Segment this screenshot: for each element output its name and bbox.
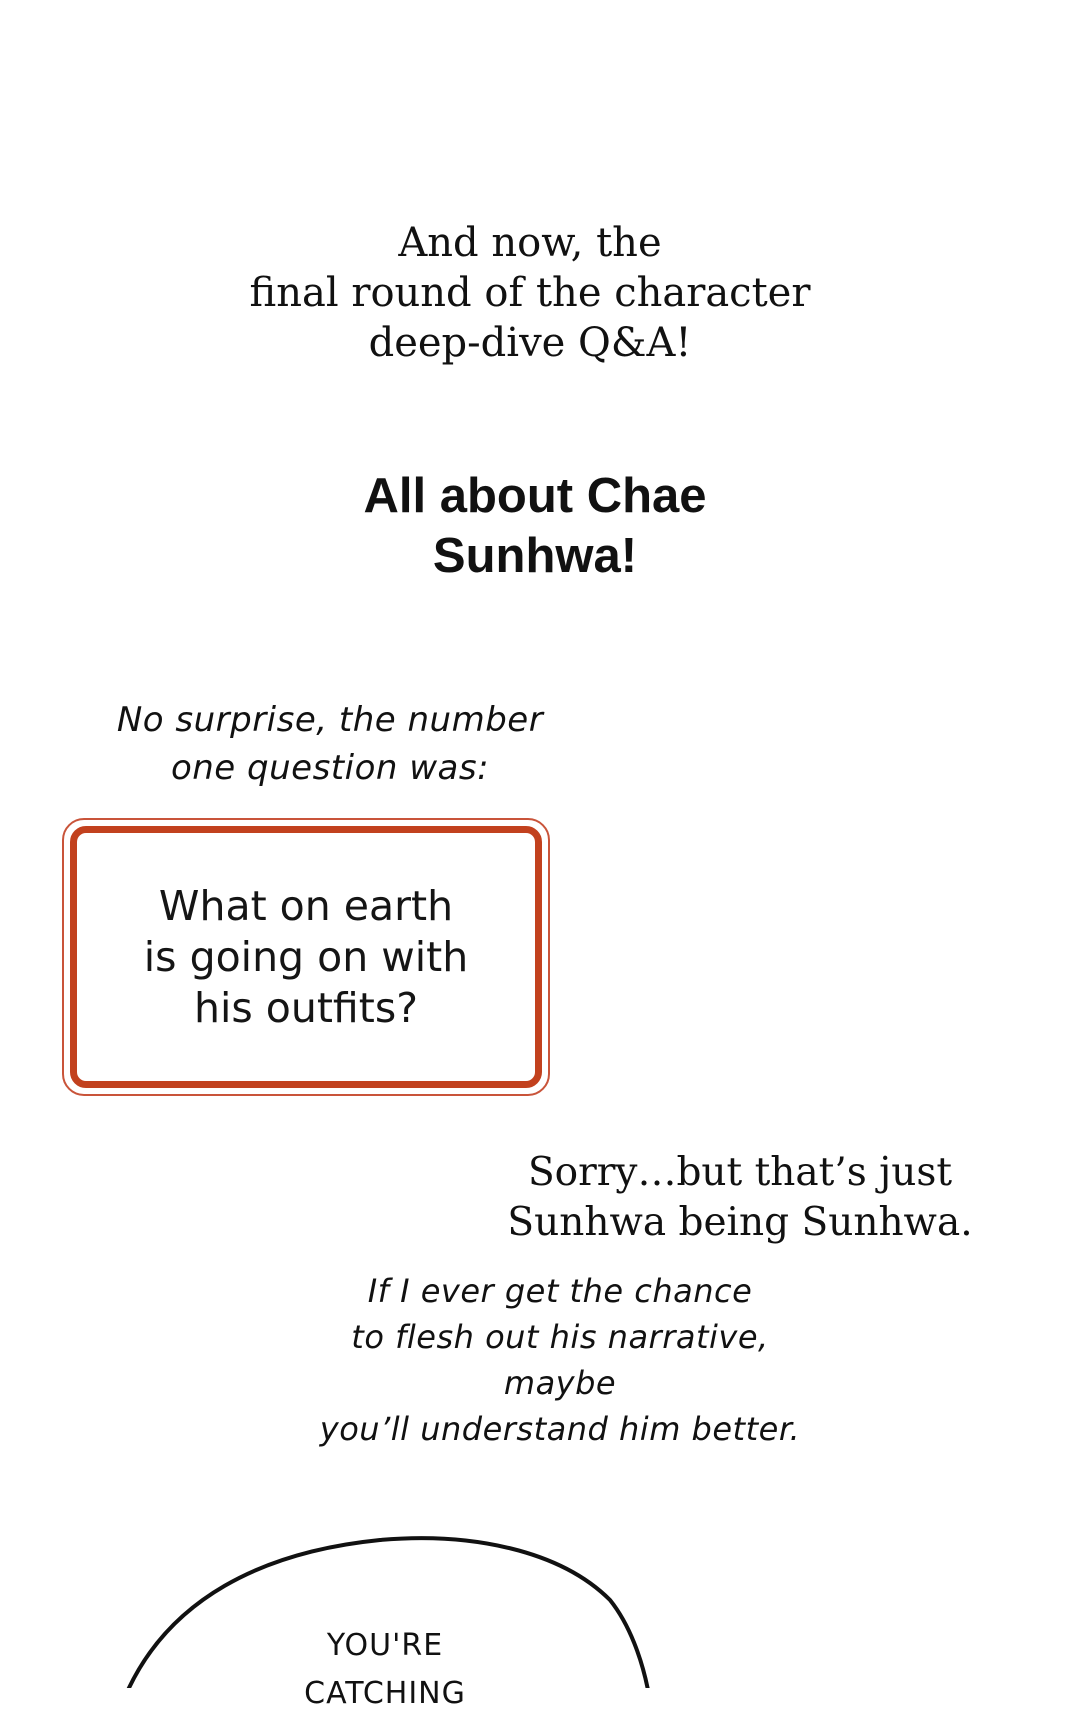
note-top-line-1: No surprise, the number xyxy=(116,700,544,740)
note-bottom-line-2: to flesh out his narrative, maybe xyxy=(351,1318,769,1402)
note-bottom-line-1: If I ever get the chance xyxy=(367,1272,753,1310)
handwritten-note-top xyxy=(70,696,590,792)
reply-caption xyxy=(500,1148,980,1248)
question-line-2: is going on with xyxy=(143,932,469,981)
note-bottom-line-3: you’ll understand him better. xyxy=(319,1410,801,1448)
speech-bubble-text xyxy=(270,1622,500,1718)
headline-title xyxy=(0,466,1070,586)
intro-line-3: deep-dive Q&A! xyxy=(368,320,692,366)
intro-caption xyxy=(0,218,1060,368)
intro-line-2: final round of the character xyxy=(249,270,811,316)
question-line-1: What on earth xyxy=(158,881,454,930)
bubble-line-2: CATCHING xyxy=(304,1676,466,1711)
note-top-line-2: one question was: xyxy=(170,748,490,788)
headline-line-1: All about Chae xyxy=(363,469,707,523)
reply-line-2: Sunhwa being Sunhwa. xyxy=(507,1200,973,1245)
question-box xyxy=(70,826,542,1088)
speech-bubble-outline xyxy=(0,1530,1080,1688)
intro-line-1: And now, the xyxy=(398,220,662,266)
headline-line-2: Sunhwa! xyxy=(432,529,638,583)
question-line-3: his outfits? xyxy=(194,983,418,1032)
question-text xyxy=(144,881,468,1034)
bubble-line-1: YOU'RE xyxy=(326,1628,444,1663)
handwritten-note-bottom xyxy=(290,1268,830,1452)
reply-line-1: Sorry…but that’s just xyxy=(527,1150,953,1195)
